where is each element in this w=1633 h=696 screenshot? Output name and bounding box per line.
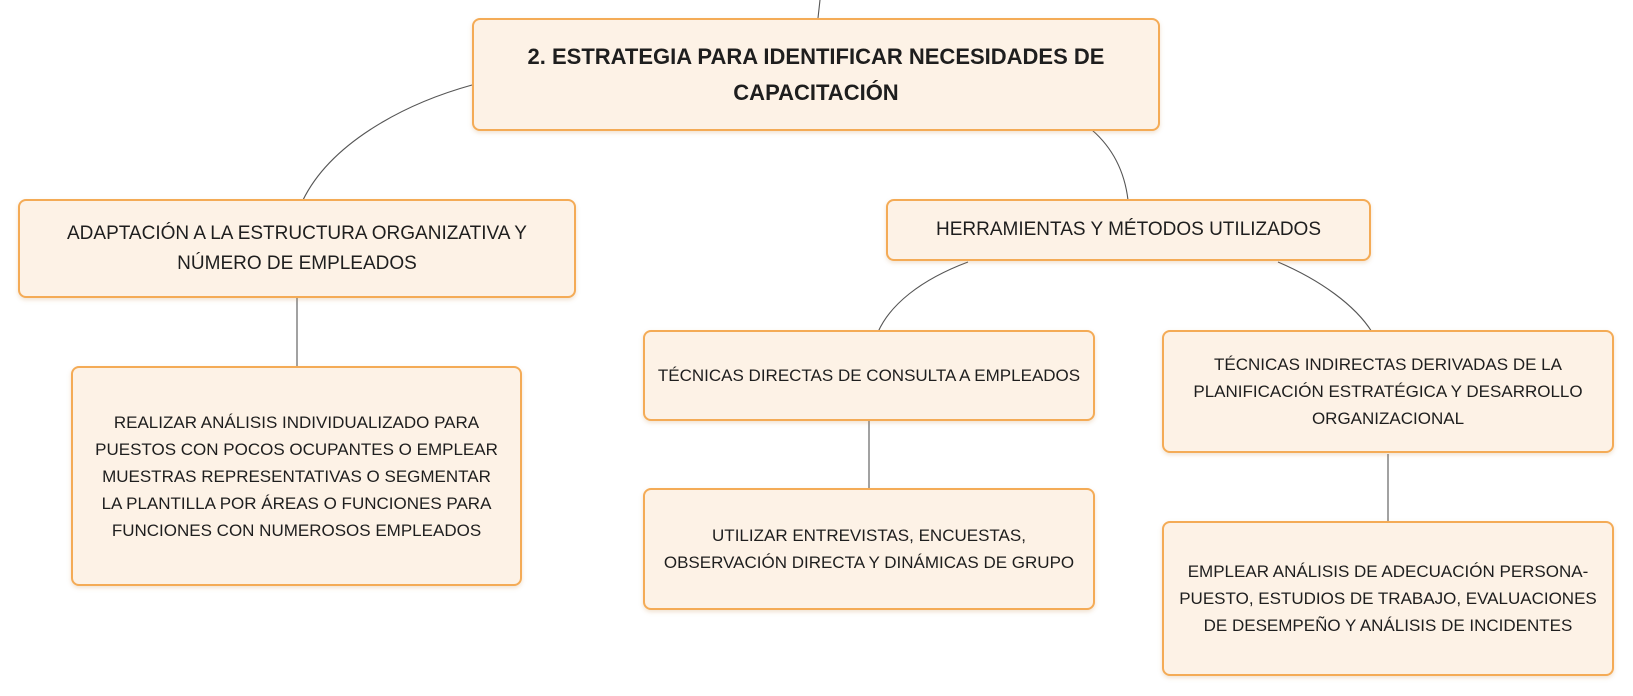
branch-node-herramientas[interactable]: [886, 199, 1371, 261]
root-node-label: 2. ESTRATEGIA PARA IDENTIFICAR NECESIDADES DE CAPACITACIÓN: [527, 43, 1105, 105]
leaf-node-analisis-adecuacion-label: EMPLEAR ANÁLISIS DE ADECUACIÓN PERSONA-PUESTO, ESTUDIOS DE TRABAJO, EVALUACIONES DE DESEMPEÑO Y ANÁLISIS DE INCIDENTES: [1179, 562, 1597, 635]
connector-herramientas-to-directas: [878, 262, 968, 332]
subbranch-node-tecnicas-directas[interactable]: [643, 330, 1095, 421]
subbranch-node-tecnicas-indirectas-label: TÉCNICAS INDIRECTAS DERIVADAS DE LA PLANIFICACIÓN ESTRATÉGICA Y DESARROLLO ORGANIZACIONAL: [1193, 355, 1583, 428]
connector-root-to-herramientas: [1092, 130, 1128, 200]
leaf-node-entrevistas-encuestas[interactable]: [643, 488, 1095, 610]
leaf-node-entrevistas-encuestas-label: UTILIZAR ENTREVISTAS, ENCUESTAS, OBSERVACIÓN DIRECTA Y DINÁMICAS DE GRUPO: [663, 526, 1075, 572]
branch-node-adaptacion-label: ADAPTACIÓN A LA ESTRUCTURA ORGANIZATIVA Y NÚMERO DE EMPLEADOS: [67, 222, 527, 274]
connector-herramientas-to-indirectas: [1278, 262, 1372, 332]
root-node[interactable]: [472, 18, 1160, 131]
connector-from-parent: [818, 0, 820, 18]
subbranch-node-tecnicas-directas-label: TÉCNICAS DIRECTAS DE CONSULTA A EMPLEADOS: [657, 366, 1081, 385]
subbranch-node-tecnicas-indirectas[interactable]: [1162, 330, 1614, 453]
branch-node-herramientas-label: HERRAMIENTAS Y MÉTODOS UTILIZADOS: [936, 219, 1321, 240]
leaf-node-analisis-individualizado[interactable]: [71, 366, 522, 586]
branch-node-adaptacion[interactable]: [18, 199, 576, 298]
connector-root-to-adaptacion: [303, 85, 472, 200]
leaf-node-analisis-adecuacion[interactable]: [1162, 521, 1614, 676]
leaf-node-analisis-individualizado-label: REALIZAR ANÁLISIS INDIVIDUALIZADO PARA PUESTOS CON POCOS OCUPANTES O EMPLEAR MUESTRAS REPRESENTATIVAS O SEGMENTAR LA PLANTILLA POR ÁREAS O FUNCIONES PARA FUNCIONES CON NUMEROSOS EMPLEADOS: [95, 412, 498, 540]
